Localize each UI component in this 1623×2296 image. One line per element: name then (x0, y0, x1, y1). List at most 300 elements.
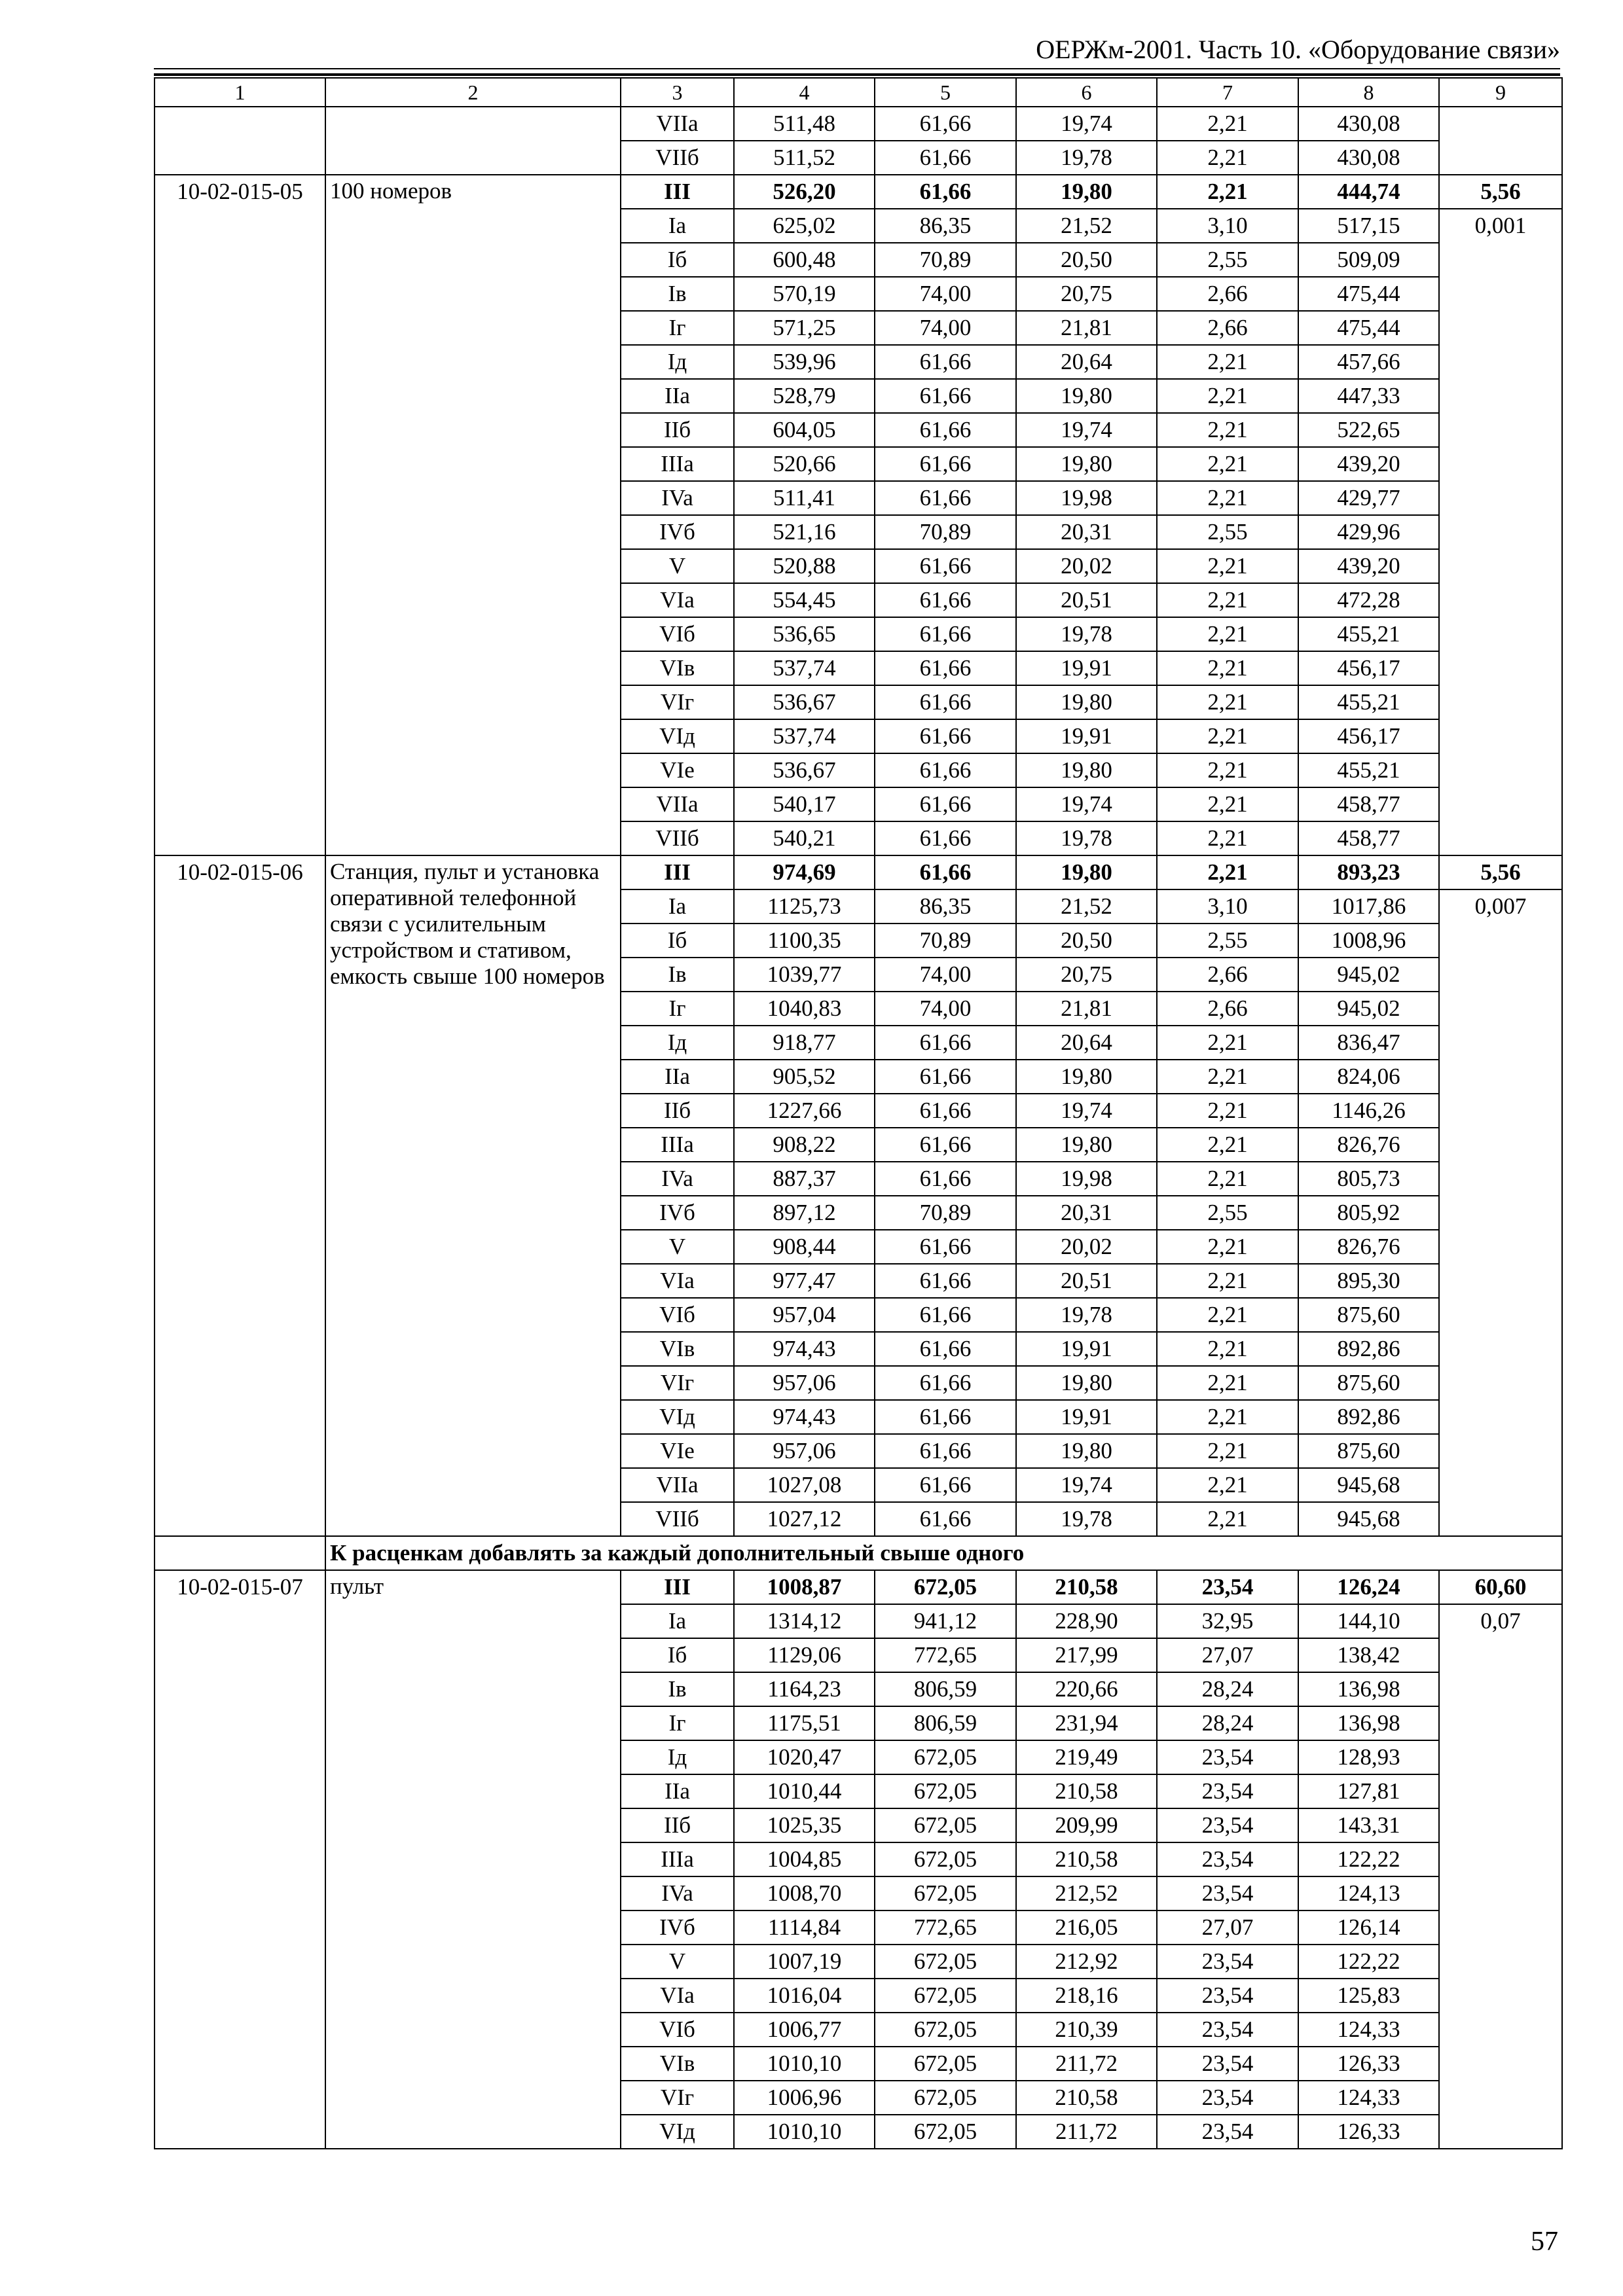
value-cell: 536,65 (734, 617, 875, 651)
value-cell: 672,05 (875, 1570, 1016, 1604)
value-cell: 61,66 (875, 379, 1016, 413)
value-cell: 826,76 (1298, 1230, 1439, 1264)
value-cell: 125,83 (1298, 1979, 1439, 2013)
value-cell: 126,33 (1298, 2115, 1439, 2149)
value-cell: 32,95 (1157, 1604, 1298, 1638)
value-cell: 1175,51 (734, 1706, 875, 1740)
value-cell: 604,05 (734, 413, 875, 447)
value-cell: 526,20 (734, 175, 875, 209)
value-cell: 23,54 (1157, 1774, 1298, 1808)
value-cell: 124,33 (1298, 2013, 1439, 2047)
running-header: ОЕРЖм-2001. Часть 10. «Оборудование связи» (1036, 35, 1560, 64)
value-cell: V (621, 1945, 734, 1979)
value-cell: 74,00 (875, 277, 1016, 311)
value-cell: 672,05 (875, 1979, 1016, 2013)
value-cell: 61,66 (875, 583, 1016, 617)
value-cell: Iв (621, 277, 734, 311)
column-number: 2 (325, 78, 621, 107)
value-cell: 61,66 (875, 481, 1016, 515)
value-cell: 892,86 (1298, 1400, 1439, 1434)
value-cell: III (621, 175, 734, 209)
value-cell: 824,06 (1298, 1060, 1439, 1094)
value-cell: 672,05 (875, 2115, 1016, 2149)
value-cell: VIг (621, 685, 734, 719)
value-cell: 61,66 (875, 141, 1016, 175)
value-cell: 974,43 (734, 1332, 875, 1366)
value-cell: 61,66 (875, 1332, 1016, 1366)
value-cell: VIIб (621, 1502, 734, 1536)
value-cell: 61,66 (875, 345, 1016, 379)
value-cell: 2,21 (1157, 1332, 1298, 1366)
value-cell: 892,86 (1298, 1332, 1439, 1366)
value-cell: 19,91 (1016, 1332, 1157, 1366)
value-cell: Iб (621, 924, 734, 958)
value-cell: 1010,10 (734, 2047, 875, 2081)
value-cell: 625,02 (734, 209, 875, 243)
value-cell: 144,10 (1298, 1604, 1439, 1638)
value-cell: IVa (621, 1162, 734, 1196)
value-cell: 19,80 (1016, 1060, 1157, 1094)
value-cell: 1008,87 (734, 1570, 875, 1604)
value-cell: 23,54 (1157, 1979, 1298, 2013)
value-cell: 2,21 (1157, 617, 1298, 651)
value-cell: 772,65 (875, 1910, 1016, 1945)
value-cell: VIIб (621, 141, 734, 175)
value-cell: 74,00 (875, 992, 1016, 1026)
value-cell: 2,55 (1157, 243, 1298, 277)
value-cell: 2,55 (1157, 515, 1298, 549)
value-cell: 211,72 (1016, 2115, 1157, 2149)
value-cell: 439,20 (1298, 447, 1439, 481)
value-cell: 19,80 (1016, 1366, 1157, 1400)
header-rule-thick (154, 73, 1560, 76)
value-cell: 430,08 (1298, 107, 1439, 141)
value-cell: 212,92 (1016, 1945, 1157, 1979)
note-row: К расценкам добавлять за каждый дополнительный свыше одного (325, 1536, 1562, 1570)
value-cell: 1020,47 (734, 1740, 875, 1774)
value-cell: VIб (621, 1298, 734, 1332)
value-cell: Iд (621, 345, 734, 379)
value-cell: 2,21 (1157, 1502, 1298, 1536)
value-cell: 672,05 (875, 1876, 1016, 1910)
value-cell: 672,05 (875, 2013, 1016, 2047)
value-cell: Iг (621, 1706, 734, 1740)
value-cell: 143,31 (1298, 1808, 1439, 1842)
value-cell: 124,33 (1298, 2081, 1439, 2115)
empty-cell (325, 107, 621, 175)
value-cell: 212,52 (1016, 1876, 1157, 1910)
value-cell: 61,66 (875, 719, 1016, 753)
value-cell: III (621, 855, 734, 889)
value-cell: 216,05 (1016, 1910, 1157, 1945)
value-cell: 540,17 (734, 787, 875, 821)
value-cell: 447,33 (1298, 379, 1439, 413)
table-row (155, 855, 1562, 889)
value-cell: 2,21 (1157, 685, 1298, 719)
value-cell: 210,58 (1016, 1842, 1157, 1876)
empty-cell (155, 107, 325, 175)
column-number: 3 (621, 78, 734, 107)
value-cell: 61,66 (875, 651, 1016, 685)
value-cell: IVa (621, 1876, 734, 1910)
value-cell: 20,31 (1016, 515, 1157, 549)
value-cell: VIIб (621, 821, 734, 855)
value-cell: 570,19 (734, 277, 875, 311)
value-cell: 19,80 (1016, 753, 1157, 787)
column9-value: 0,001 (1439, 209, 1562, 855)
value-cell: 1040,83 (734, 992, 875, 1026)
value-cell: VIг (621, 2081, 734, 2115)
value-cell: 456,17 (1298, 651, 1439, 685)
value-cell: 20,51 (1016, 1264, 1157, 1298)
value-cell: 805,73 (1298, 1162, 1439, 1196)
value-cell: IVб (621, 1196, 734, 1230)
value-cell: 19,78 (1016, 141, 1157, 175)
value-cell: 2,55 (1157, 924, 1298, 958)
value-cell: 19,78 (1016, 1502, 1157, 1536)
value-cell: 70,89 (875, 243, 1016, 277)
value-cell: Iд (621, 1740, 734, 1774)
value-cell: 2,21 (1157, 787, 1298, 821)
value-cell: 126,33 (1298, 2047, 1439, 2081)
rates-table (154, 77, 1563, 2149)
value-cell: 210,58 (1016, 2081, 1157, 2115)
value-cell: IIIa (621, 1128, 734, 1162)
value-cell: 2,66 (1157, 277, 1298, 311)
value-cell: 520,88 (734, 549, 875, 583)
value-cell: 672,05 (875, 1740, 1016, 1774)
value-cell: 136,98 (1298, 1706, 1439, 1740)
value-cell: 136,98 (1298, 1672, 1439, 1706)
column-number: 8 (1298, 78, 1439, 107)
value-cell: 974,69 (734, 855, 875, 889)
value-cell: IIб (621, 1808, 734, 1842)
rate-name: 100 номеров (325, 175, 621, 855)
rate-name: пульт (325, 1570, 621, 2149)
value-cell: 1008,70 (734, 1876, 875, 1910)
value-cell: 945,68 (1298, 1502, 1439, 1536)
value-cell: 905,52 (734, 1060, 875, 1094)
column-number: 5 (875, 78, 1016, 107)
value-cell: 2,21 (1157, 719, 1298, 753)
value-cell: 475,44 (1298, 311, 1439, 345)
header-rule (154, 68, 1560, 69)
value-cell: 228,90 (1016, 1604, 1157, 1638)
value-cell: 957,06 (734, 1366, 875, 1400)
value-cell: 21,81 (1016, 992, 1157, 1026)
value-cell: 19,80 (1016, 685, 1157, 719)
value-cell: 20,50 (1016, 924, 1157, 958)
value-cell: 509,09 (1298, 243, 1439, 277)
value-cell: 27,07 (1157, 1638, 1298, 1672)
value-cell: 61,66 (875, 1264, 1016, 1298)
column9-value: 5,56 (1439, 855, 1562, 889)
value-cell: IIIa (621, 447, 734, 481)
value-cell: 21,52 (1016, 209, 1157, 243)
value-cell: 1125,73 (734, 889, 875, 924)
value-cell: 23,54 (1157, 2013, 1298, 2047)
value-cell: 19,98 (1016, 481, 1157, 515)
value-cell: 2,21 (1157, 549, 1298, 583)
value-cell: 2,21 (1157, 1434, 1298, 1468)
value-cell: 2,21 (1157, 855, 1298, 889)
value-cell: 3,10 (1157, 889, 1298, 924)
value-cell: 61,66 (875, 1434, 1016, 1468)
value-cell: V (621, 1230, 734, 1264)
value-cell: 875,60 (1298, 1366, 1439, 1400)
value-cell: 220,66 (1016, 1672, 1157, 1706)
empty-cell (155, 1536, 325, 1570)
value-cell: 2,21 (1157, 1298, 1298, 1332)
value-cell: 2,21 (1157, 1400, 1298, 1434)
value-cell: 806,59 (875, 1672, 1016, 1706)
value-cell: 128,93 (1298, 1740, 1439, 1774)
value-cell: IVб (621, 1910, 734, 1945)
value-cell: 127,81 (1298, 1774, 1439, 1808)
value-cell: VIa (621, 583, 734, 617)
value-cell: 28,24 (1157, 1672, 1298, 1706)
value-cell: 918,77 (734, 1026, 875, 1060)
value-cell: 20,02 (1016, 549, 1157, 583)
empty-cell (1439, 107, 1562, 175)
value-cell: 458,77 (1298, 821, 1439, 855)
value-cell: Ia (621, 1604, 734, 1638)
column-number: 1 (155, 78, 325, 107)
value-cell: 2,21 (1157, 345, 1298, 379)
value-cell: 806,59 (875, 1706, 1016, 1740)
value-cell: VIIa (621, 107, 734, 141)
column-number: 9 (1439, 78, 1562, 107)
value-cell: 1129,06 (734, 1638, 875, 1672)
value-cell: 455,21 (1298, 753, 1439, 787)
value-cell: 456,17 (1298, 719, 1439, 753)
value-cell: VIIa (621, 787, 734, 821)
value-cell: 458,77 (1298, 787, 1439, 821)
value-cell: 20,50 (1016, 243, 1157, 277)
value-cell: Ia (621, 889, 734, 924)
value-cell: 217,99 (1016, 1638, 1157, 1672)
value-cell: Iг (621, 992, 734, 1026)
column-number: 7 (1157, 78, 1298, 107)
value-cell: 672,05 (875, 1808, 1016, 1842)
value-cell: 536,67 (734, 685, 875, 719)
value-cell: 61,66 (875, 1162, 1016, 1196)
value-cell: 27,07 (1157, 1910, 1298, 1945)
value-cell: 539,96 (734, 345, 875, 379)
value-cell: 2,21 (1157, 583, 1298, 617)
value-cell: 209,99 (1016, 1808, 1157, 1842)
value-cell: 1006,77 (734, 2013, 875, 2047)
value-cell: 122,22 (1298, 1842, 1439, 1876)
value-cell: 455,21 (1298, 685, 1439, 719)
value-cell: 2,55 (1157, 1196, 1298, 1230)
value-cell: 2,21 (1157, 1060, 1298, 1094)
rate-code: 10-02-015-07 (155, 1570, 325, 2149)
column9-value: 0,07 (1439, 1604, 1562, 2149)
value-cell: 836,47 (1298, 1026, 1439, 1060)
value-cell: 20,64 (1016, 1026, 1157, 1060)
value-cell: IIa (621, 1774, 734, 1808)
value-cell: 472,28 (1298, 583, 1439, 617)
value-cell: 941,12 (875, 1604, 1016, 1638)
value-cell: 875,60 (1298, 1298, 1439, 1332)
value-cell: 19,91 (1016, 719, 1157, 753)
value-cell: 511,41 (734, 481, 875, 515)
value-cell: 908,22 (734, 1128, 875, 1162)
value-cell: 429,96 (1298, 515, 1439, 549)
value-cell: 826,76 (1298, 1128, 1439, 1162)
value-cell: 23,54 (1157, 1842, 1298, 1876)
rate-code: 10-02-015-06 (155, 855, 325, 1536)
value-cell: 19,80 (1016, 447, 1157, 481)
value-cell: Iв (621, 958, 734, 992)
value-cell: 772,65 (875, 1638, 1016, 1672)
value-cell: 86,35 (875, 209, 1016, 243)
value-cell: 528,79 (734, 379, 875, 413)
value-cell: 61,66 (875, 1468, 1016, 1502)
value-cell: 61,66 (875, 753, 1016, 787)
value-cell: 20,51 (1016, 583, 1157, 617)
table-row (155, 107, 1562, 141)
value-cell: 2,21 (1157, 1162, 1298, 1196)
value-cell: 74,00 (875, 958, 1016, 992)
value-cell: 517,15 (1298, 209, 1439, 243)
value-cell: 19,80 (1016, 379, 1157, 413)
value-cell: VIIa (621, 1468, 734, 1502)
value-cell: 945,68 (1298, 1468, 1439, 1502)
value-cell: VIa (621, 1979, 734, 2013)
value-cell: 600,48 (734, 243, 875, 277)
value-cell: 537,74 (734, 719, 875, 753)
value-cell: IVб (621, 515, 734, 549)
value-cell: 2,21 (1157, 175, 1298, 209)
value-cell: 672,05 (875, 1842, 1016, 1876)
value-cell: 511,52 (734, 141, 875, 175)
value-cell: 540,21 (734, 821, 875, 855)
value-cell: 61,66 (875, 821, 1016, 855)
value-cell: 19,74 (1016, 413, 1157, 447)
value-cell: 511,48 (734, 107, 875, 141)
value-cell: 61,66 (875, 447, 1016, 481)
value-cell: 20,75 (1016, 958, 1157, 992)
value-cell: 895,30 (1298, 1264, 1439, 1298)
column9-value: 0,007 (1439, 889, 1562, 1536)
value-cell: 977,47 (734, 1264, 875, 1298)
value-cell: 875,60 (1298, 1434, 1439, 1468)
value-cell: 571,25 (734, 311, 875, 345)
value-cell: 521,16 (734, 515, 875, 549)
value-cell: 61,66 (875, 1366, 1016, 1400)
value-cell: 61,66 (875, 107, 1016, 141)
value-cell: 1006,96 (734, 2081, 875, 2115)
value-cell: 1016,04 (734, 1979, 875, 2013)
table-body (155, 78, 1562, 2149)
value-cell: 2,21 (1157, 1366, 1298, 1400)
value-cell: 2,21 (1157, 1094, 1298, 1128)
column9-value: 5,56 (1439, 175, 1562, 209)
value-cell: Iг (621, 311, 734, 345)
column-number: 6 (1016, 78, 1157, 107)
value-cell: VIб (621, 2013, 734, 2047)
value-cell: Ia (621, 209, 734, 243)
value-cell: 805,92 (1298, 1196, 1439, 1230)
value-cell: 74,00 (875, 311, 1016, 345)
value-cell: 19,78 (1016, 821, 1157, 855)
value-cell: 19,80 (1016, 855, 1157, 889)
value-cell: 522,65 (1298, 413, 1439, 447)
value-cell: 908,44 (734, 1230, 875, 1264)
value-cell: 1010,10 (734, 2115, 875, 2149)
value-cell: 945,02 (1298, 958, 1439, 992)
value-cell: 444,74 (1298, 175, 1439, 209)
column-number: 4 (734, 78, 875, 107)
value-cell: 19,91 (1016, 1400, 1157, 1434)
value-cell: 2,21 (1157, 107, 1298, 141)
value-cell: 672,05 (875, 2081, 1016, 2115)
value-cell: 2,21 (1157, 651, 1298, 685)
value-cell: IIa (621, 1060, 734, 1094)
value-cell: 893,23 (1298, 855, 1439, 889)
value-cell: 23,54 (1157, 1570, 1298, 1604)
value-cell: 1027,12 (734, 1502, 875, 1536)
value-cell: 455,21 (1298, 617, 1439, 651)
column9-value: 60,60 (1439, 1570, 1562, 1604)
value-cell: Iд (621, 1026, 734, 1060)
value-cell: 1007,19 (734, 1945, 875, 1979)
value-cell: Iб (621, 243, 734, 277)
value-cell: Iв (621, 1672, 734, 1706)
rate-name: Станция, пульт и установка оперативной телефонной связи с усилительным устройством и стативом, емкость свыше 100 номеров (325, 855, 621, 1536)
value-cell: 1025,35 (734, 1808, 875, 1842)
value-cell: 61,66 (875, 685, 1016, 719)
value-cell: VIe (621, 1434, 734, 1468)
value-cell: 61,66 (875, 413, 1016, 447)
value-cell: 20,31 (1016, 1196, 1157, 1230)
value-cell: 61,66 (875, 1128, 1016, 1162)
value-cell: 1004,85 (734, 1842, 875, 1876)
value-cell: 211,72 (1016, 2047, 1157, 2081)
value-cell: IIб (621, 413, 734, 447)
table-row (155, 1570, 1562, 1604)
value-cell: 61,66 (875, 855, 1016, 889)
value-cell: 429,77 (1298, 481, 1439, 515)
value-cell: 19,80 (1016, 175, 1157, 209)
value-cell: 2,66 (1157, 311, 1298, 345)
value-cell: 231,94 (1016, 1706, 1157, 1740)
value-cell: 2,21 (1157, 821, 1298, 855)
value-cell: VIв (621, 2047, 734, 2081)
value-cell: 897,12 (734, 1196, 875, 1230)
value-cell: 1146,26 (1298, 1094, 1439, 1128)
value-cell: VIг (621, 1366, 734, 1400)
value-cell: 19,80 (1016, 1434, 1157, 1468)
value-cell: 974,43 (734, 1400, 875, 1434)
value-cell: 2,21 (1157, 379, 1298, 413)
value-cell: 672,05 (875, 1945, 1016, 1979)
value-cell: 554,45 (734, 583, 875, 617)
value-cell: 19,74 (1016, 1094, 1157, 1128)
value-cell: 2,21 (1157, 1026, 1298, 1060)
value-cell: 61,66 (875, 1026, 1016, 1060)
value-cell: 19,74 (1016, 107, 1157, 141)
value-cell: 219,49 (1016, 1740, 1157, 1774)
value-cell: 2,21 (1157, 413, 1298, 447)
value-cell: 537,74 (734, 651, 875, 685)
value-cell: VIб (621, 617, 734, 651)
value-cell: VIв (621, 1332, 734, 1366)
value-cell: 19,78 (1016, 1298, 1157, 1332)
page-number: 57 (1531, 2227, 1558, 2257)
